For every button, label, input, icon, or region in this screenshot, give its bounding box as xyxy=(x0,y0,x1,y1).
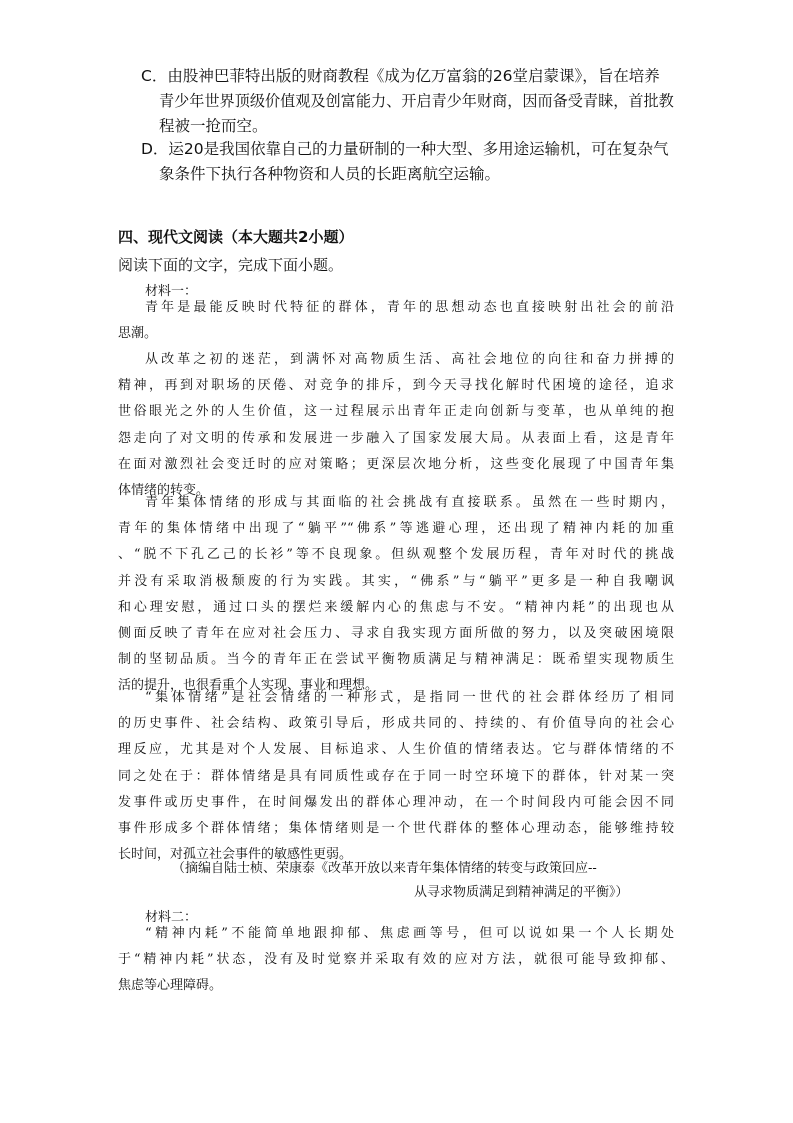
paragraph-line: 同之处在于：群体情绪是具有同质性或存在于同一时空环境下的群体，针对某一突 xyxy=(118,768,674,784)
paragraph-line: 青年的集体情绪中出现了“躺平”“佛系”等逃避心理，还出现了精神内耗的加重 xyxy=(118,521,674,537)
option-c-line: C．由股神巴菲特出版的财商教程《成为亿万富翁的26堂启蒙课》，旨在培养 xyxy=(141,67,660,85)
reading-instruction: 阅读下面的文字，完成下面小题。 xyxy=(118,256,344,274)
paragraph-line: 、“脱不下孔乙己的长衫”等不良现象。但纵观整个发展历程，青年对时代的挑战 xyxy=(118,547,674,563)
material-one-label: 材料一： xyxy=(145,284,198,299)
paragraph-line: 精神，再到对职场的厌倦、对竞争的排斥，到今天寻找化解时代困境的途径，追求 xyxy=(118,378,674,394)
material-two-label: 材料二： xyxy=(145,910,198,925)
material-one-paragraph-4 xyxy=(118,685,674,868)
option-d xyxy=(141,137,677,187)
paragraph-line: 世俗眼光之外的人生价值，这一过程展示出青年正走向创新与变革，也从单纯的抱 xyxy=(118,404,674,420)
section-heading: 四、现代文阅读（本大题共2小题） xyxy=(118,228,354,246)
material-one-paragraph-2 xyxy=(118,347,674,504)
paragraph-line: “集体情绪”是社会情绪的一种形式，是指同一世代的社会群体经历了相同 xyxy=(145,690,674,705)
paragraph-line: “精神内耗”不能简单地跟抑郁、焦虑画等号，但可以说如果一个人长期处 xyxy=(145,926,674,941)
paragraph-line: 理反应，尤其是对个人发展、目标追求、人生价值的情绪表达。它与群体情绪的不 xyxy=(118,742,674,758)
paragraph-line: 侧面反映了青年在应对社会压力、寻求自我实现方面所做的努力，以及突破困境限 xyxy=(118,626,674,642)
paragraph-line: 长时间，对孤立社会事件的敏感性更弱。 xyxy=(118,847,353,863)
paragraph-line: 青年是最能反映时代特征的群体，青年的思想动态也直接映射出社会的前沿 xyxy=(145,300,674,315)
material-one-paragraph-3 xyxy=(118,490,674,700)
paragraph-line: 怨走向了对文明的传承和发展进一步融入了国家发展大局。从表面上看，这是青年 xyxy=(118,430,674,446)
paragraph-line: 发事件或历史事件，在时间爆发出的群体心理冲动，在一个时间段内可能会因不同 xyxy=(118,794,674,810)
citation-line-2: 从寻求物质满足到精神满足的平衡》） xyxy=(414,885,629,900)
paragraph-line: 并没有采取消极颓废的行为实践。其实，“佛系”与“躺平”更多是一种自我嘲讽 xyxy=(118,573,674,589)
paragraph-line: 从改革之初的迷茫，到满怀对高物质生活、高社会地位的向往和奋力拼搏的 xyxy=(145,352,674,367)
option-c xyxy=(141,64,677,139)
paragraph-line: 的历史事件、社会结构、政策引导后，形成共同的、持续的、有价值导向的社会心 xyxy=(118,716,674,732)
paragraph-line: 思潮。 xyxy=(118,326,158,342)
option-c-line: 青少年世界顶级价值观及创富能力、开启青少年财商，因而备受青睐，首批教 xyxy=(159,92,674,110)
material-two-paragraph-1 xyxy=(118,921,674,1000)
paragraph-line: 青年集体情绪的形成与其面临的社会挑战有直接联系。虽然在一些时期内， xyxy=(145,495,674,510)
paragraph-line: 在面对激烈社会变迁时的应对策略；更深层次地分析，这些变化展现了中国青年集 xyxy=(118,456,674,472)
paragraph-line: 体情绪的转变。 xyxy=(118,483,210,499)
option-d-line: D．运20是我国依靠自己的力量研制的一种大型、多用途运输机，可在复杂气 xyxy=(141,140,669,158)
option-d-line: 象条件下执行各种物资和人员的长距离航空运输。 xyxy=(159,165,501,183)
citation-line-1: （摘编自陆士桢、荣康泰《改革开放以来青年集体情绪的转变与政策回应-- xyxy=(172,861,597,876)
paragraph-line: 于“精神内耗”状态，没有及时觉察并采取有效的应对方法，就很可能导致抑郁、 xyxy=(118,952,674,968)
paragraph-line: 事件形成多个群体情绪；集体情绪则是一个世代群体的整体心理动态，能够维持较 xyxy=(118,821,674,837)
paragraph-line: 和心理安慰，通过口头的摆烂来缓解内心的焦虑与不安。“精神内耗”的出现也从 xyxy=(118,599,674,615)
material-one-paragraph-1 xyxy=(118,295,674,347)
paragraph-line: 制的坚韧品质。当今的青年正在尝试平衡物质满足与精神满足：既希望实现物质生 xyxy=(118,652,674,668)
paragraph-line: 焦虑等心理障碍。 xyxy=(118,978,223,994)
option-c-line: 程被一抢而空。 xyxy=(159,117,268,135)
paragraph-line: 活的提升，也很看重个人实现、事业和理想。 xyxy=(118,678,379,694)
